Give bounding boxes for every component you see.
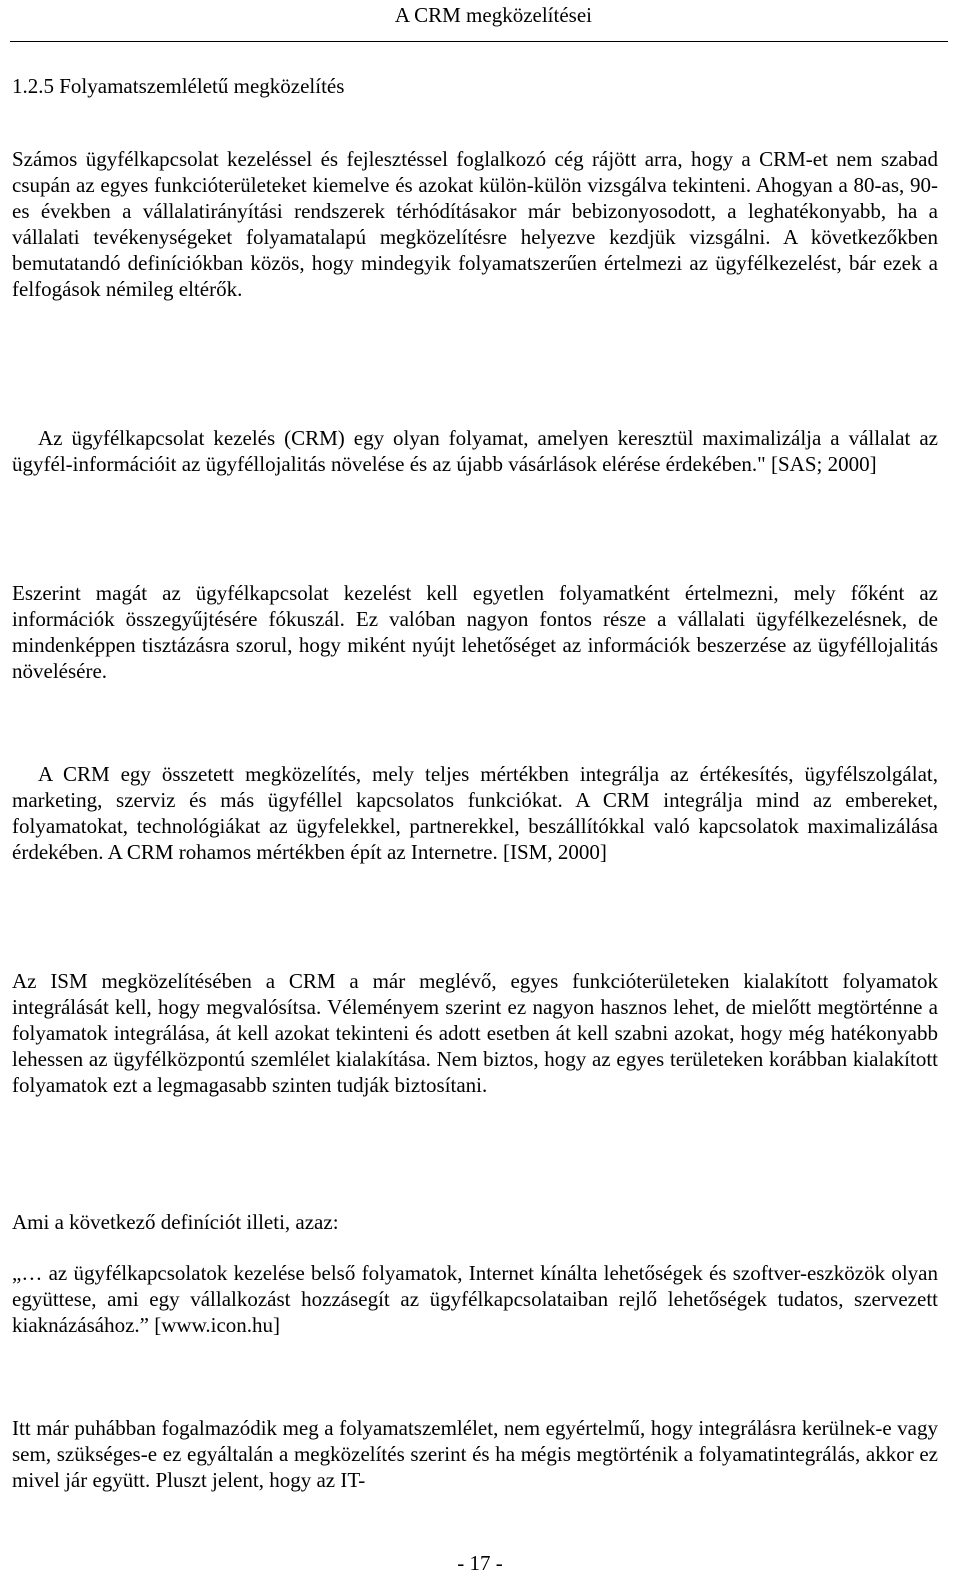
icon-definition-quote: „… az ügyfélkapcsolatok kezelése belső folyamatok, Internet kínálta lehetőségek és szoftver-eszközök olyan együttese, ami egy vállalkozást hozzásegít az ügyfélkapcsolataiban rejlő lehetőségek tudatos, szervezett kiaknázásához.” [www.icon.hu] <box>12 1261 938 1337</box>
header-rule <box>10 41 948 42</box>
ism-definition-quote: A CRM egy összetett megközelítés, mely teljes mértékben integrálja az értékesítés, ügyfélszolgálat, marketing, szerviz és más ügyféllel kapcsolatos funkciókat. A CRM integrálja mind az embereket, folyamatokat, technológiákat az ügyfelekkel, partnerekkel, beszállítókkal való kapcsolatok maximalizálása érdekében. A CRM rohamos mértékben épít az Internetre. [ISM, 2000] <box>12 762 938 864</box>
running-header: A CRM megközelítései <box>394 3 592 27</box>
next-definition-intro: Ami a következő definíciót illeti, azaz: <box>12 1210 339 1234</box>
section-title: 1.2.5 Folyamatszemléletű megközelítés <box>12 74 345 98</box>
sas-definition-quote: Az ügyfélkapcsolat kezelés (CRM) egy olyan folyamat, amelyen keresztül maximalizálja a vállalat az ügyfél-információit az ügyféllojalitás növelése és az újabb vásárlások elérése érdekében." [SAS; 2000] <box>12 426 938 476</box>
page-number: - 17 - <box>457 1551 503 1575</box>
intro-paragraph: Számos ügyfélkapcsolat kezeléssel és fejlesztéssel foglalkozó cég rájött arra, hogy a CRM-et nem szabad csupán az egyes funkcióterületeket kiemelve és azokat külön-külön vizsgálva tekinteni. Ahogyan a 80-as, 90-es években a vállalatirányítási rendszerek térhódításakor már bebizonyosodott, a leghatékonyabb, ha a vállalati tevékenységeket folyamatalapú megközelítésre helyezve kezdjük vizsgálni. A következőkben bemutatandó definíciókban közös, hogy mindegyik folyamatszerűen értelmezi az ügyfélkezelést, bár ezek a felfogások némileg eltérők. <box>12 147 938 301</box>
closing-paragraph: Itt már puhábban fogalmazódik meg a folyamatszemlélet, nem egyértelmű, hogy integrálásra kerülnek-e vagy sem, szükséges-e ez egyáltalán a megközelítés szerint és ha mégis megtörténik a folyamatintegrálás, akkor ez mivel jár együtt. Pluszt jelent, hogy az IT- <box>12 1416 938 1492</box>
ism-commentary-paragraph: Az ISM megközelítésében a CRM a már meglévő, egyes funkcióterületeken kialakított folyamatok integrálását kell, hogy megvalósítsa. Véleményem szerint ez nagyon hasznos lehet, de mielőtt megtörténne a folyamatok integrálása, át kell azokat tekinteni és adott esetben át kell szabni azokat, hogy még hatékonyabb lehessen az ügyfélközpontú szemlélet kialakítása. Nem biztos, hogy az egyes területeken korábban kialakított folyamatok ezt a legmagasabb szinten tudják biztosítani. <box>12 969 938 1097</box>
sas-commentary-paragraph: Eszerint magát az ügyfélkapcsolat kezelést kell egyetlen folyamatként értelmezni, mely főként az információk összegyűjtésére fókuszál. Ez valóban nagyon fontos része a vállalati ügyfélkezelésnek, de mindenképpen tisztázásra szorul, hogy miként nyújt lehetőséget az információk beszerzése az ügyféllojalitás növelésére. <box>12 581 938 683</box>
